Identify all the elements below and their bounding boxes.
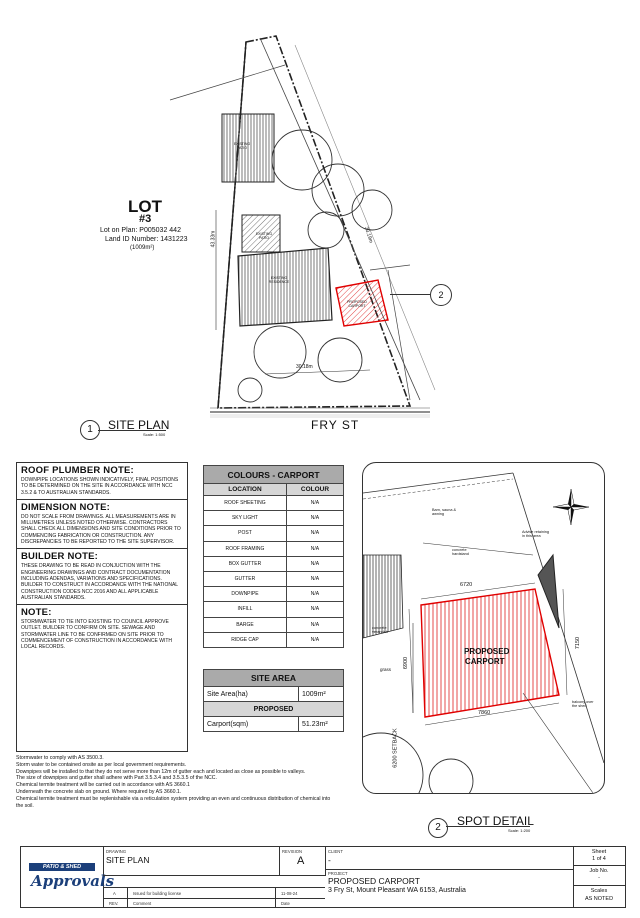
jobno-label: Job No. — [589, 868, 609, 874]
north-arrow-icon — [551, 487, 591, 527]
label-existing-patio-2: EXISTING PATIO — [255, 232, 273, 240]
colour-cell: N/A — [286, 511, 343, 526]
logo-banner — [29, 863, 95, 871]
tree — [254, 326, 306, 378]
location-cell: POST — [204, 526, 287, 541]
bottom-note: Chemical termite treatment must be replenishable via a reticulation system providing an even and continuous distribution of chemical into the soil. — [16, 795, 331, 809]
note-text-stormwater: STORMWATER TO TIE INTO EXISTING TO COUNCIL APPROVE OUTLET. BUILDER TO CONFIRM ON SITE. SEWAGE AND STORMWATER LINE TO BE CONFIRMED ON SITE PRIOR TO COMMENCEMENT OF CONSTRUCTION IN ACCORDANCE WITH LOCAL RECORDS. — [21, 619, 173, 651]
sheet-label: Sheet — [591, 849, 607, 855]
colour-cell: N/A — [286, 571, 343, 586]
lot-number: #3 — [139, 213, 152, 225]
table-row — [204, 632, 344, 647]
date-col-label: Date — [281, 901, 290, 906]
dim-side: 43.33m — [210, 230, 217, 248]
location-cell: ROOF SHEETING — [204, 496, 287, 511]
table-row — [204, 511, 344, 526]
lot-area: (1009m²) — [130, 245, 155, 251]
site-area-title: SITE AREA — [204, 670, 344, 687]
spot-setback: 6200 SETBACK — [392, 728, 399, 768]
table-row — [204, 587, 344, 602]
table-row — [204, 526, 344, 541]
spot-dim-left: 6900 — [403, 656, 410, 670]
note-text-builder: THESE DRAWING TO BE READ IN CONJUCTION WITH THE ENGINEERING DRAWINGS AND CONTRACT DOCUMENTATION INCLUDING ADENDAS, VARIATIONS AND SPECIFICATIONS. BUILDER TO CONSTRUCT IN ACCORDANCE WITH THE NATIONAL CONSTRUCTION CODES NCC 2016 AND ALL APPLICABLE AUSTRALIAN STANDARDS. — [21, 563, 178, 601]
location-cell: GUTTER — [204, 571, 287, 586]
colour-cell: N/A — [286, 541, 343, 556]
location-cell: INFILL — [204, 602, 287, 617]
spot-label-proposed: PROPOSED — [464, 647, 510, 656]
existing-residence — [238, 248, 332, 326]
drawing-name: SITE PLAN — [106, 855, 150, 865]
spot-dim-bottom: 7860 — [478, 710, 491, 716]
jobno-value: - — [598, 875, 600, 881]
site-area-label: Site Area(ha) — [204, 687, 299, 702]
tree — [308, 212, 344, 248]
location-cell: BOX GUTTER — [204, 556, 287, 571]
tree — [318, 338, 362, 382]
site-area-value: 1009m² — [299, 687, 344, 702]
label-proposed-carport: PROPOSED CARPORT — [347, 300, 367, 308]
tree — [238, 378, 262, 402]
spot-existing-shade: Barn, sauna & awning — [432, 508, 457, 516]
sheet-value: 1 of 4 — [592, 856, 606, 862]
colour-cell: N/A — [286, 496, 343, 511]
tree — [272, 130, 332, 190]
revision-value: A — [297, 855, 305, 867]
site-plan-title: SITE PLAN — [108, 418, 170, 432]
rev-row-rev: A — [113, 891, 116, 896]
project-address: 3 Fry St, Mount Pleasant WA 6153, Australia — [328, 887, 466, 894]
site-plan-title-underline — [98, 430, 166, 431]
logo-script: Approvals — [31, 872, 115, 890]
colour-cell: N/A — [286, 526, 343, 541]
callout-line — [390, 294, 430, 295]
client-value: - — [328, 855, 331, 865]
callout-2-number: 2 — [438, 290, 444, 300]
project-label: PROJECT — [328, 871, 348, 876]
tree — [352, 190, 392, 230]
colours-col-location: LOCATION — [204, 484, 287, 496]
spot-balcony: balcony over the shed — [572, 700, 594, 708]
note-text-dimension: DO NOT SCALE FROM DRAWINGS. ALL MEASUREMENTS ARE IN MILLIMETRES UNLESS NOTED OTHERWISE. CONTRACTORS SHALL CHECK ALL DIMENSIONS AND SITE CONDITIONS PRIOR TO COMMENCING FABRICATION OR CONSTRUCTION. ANY DISCREPANCIES TO BE REPORTED TO THE SITE SUPERVISOR. — [21, 513, 181, 546]
location-cell: BARGE — [204, 617, 287, 632]
rev-col-label: REV. — [109, 901, 119, 906]
note-text-roof: DOWNPIPE LOCATIONS SHOWN INDICATIVELY, FINAL POSITIONS TO BE DETERMINED ON THE SITE IN ACCORDANCE WITH NCC 3.5.2 & TO AUSTRALIAN STANDARDS. — [21, 477, 179, 496]
comment-col-label: Comment — [133, 901, 152, 906]
table-row — [204, 602, 344, 617]
street-name: FRY ST — [311, 418, 360, 432]
colour-cell: N/A — [286, 556, 343, 571]
bottom-note: Underneath the concrete slab on ground. Where required by AS 3660.1. — [16, 788, 182, 795]
spot-existing-fence: Advise retaining in this area — [522, 530, 550, 538]
spot-label-carport: CARPORT — [465, 657, 505, 666]
colour-cell: N/A — [286, 632, 343, 647]
notes-panel — [16, 462, 188, 752]
dim-frontage: 30.18m — [296, 364, 313, 370]
spot-dim-width: 6720 — [460, 582, 473, 588]
label-existing-patio-1: EXISTING PATIO — [233, 142, 251, 150]
spot-detail-title: SPOT DETAIL — [457, 814, 534, 828]
site-plan-title-marker — [80, 420, 100, 440]
lot-plan: Lot on Plan: P005032 442 — [100, 227, 181, 234]
scales-label: Scales — [590, 888, 608, 894]
project-name: PROPOSED CARPORT — [328, 876, 420, 886]
bottom-note: Storm water to be contained onsite as per local government requirements. — [16, 761, 187, 768]
bottom-note: Stormwater to comply with AS 3500.3. — [16, 755, 104, 761]
location-cell: ROOF FRAMING — [204, 541, 287, 556]
colours-title: COLOURS - CARPORT — [204, 466, 344, 484]
bottom-note: Downpipes will be installed to that they do not serve more than 12m of gutter each and located as close as possible to valleys. — [16, 768, 306, 775]
lot-title: LOT — [128, 197, 162, 216]
colours-table — [203, 465, 344, 648]
spot-dim-right: 7150 — [575, 636, 582, 650]
scales-value: AS NOTED — [584, 896, 614, 902]
site-plan-scale: Scale: 1:500 — [143, 432, 166, 437]
carport-area-value: 51.23m² — [299, 717, 344, 732]
note-title-dimension: DIMENSION NOTE: — [21, 501, 111, 513]
rev-row-date: 11-08-24 — [281, 891, 298, 896]
bottom-note: The size of downpipes and gutter shall adhere with Part 3.5.3.4 and 3.5.3.5 of the NCC. — [16, 775, 217, 782]
label-existing-residence: EXISTING RESIDENCE — [268, 276, 290, 284]
table-row — [204, 556, 344, 571]
spot-concrete-hardstand: concrete hardstand — [452, 548, 469, 556]
note-title-roof: ROOF PLUMBER NOTE: — [21, 465, 134, 476]
callout-2 — [430, 284, 452, 306]
colour-cell: N/A — [286, 602, 343, 617]
location-cell: RIDGE CAP — [204, 632, 287, 647]
land-id: Land ID Number: 1431223 — [105, 236, 188, 243]
drawing-label: DRAWING — [106, 849, 127, 854]
bottom-notes — [16, 755, 338, 809]
location-cell: SKY LIGHT — [204, 511, 287, 526]
proposed-title: PROPOSED — [204, 702, 344, 717]
dim-side2: 33.19m — [362, 226, 374, 244]
table-row — [204, 617, 344, 632]
note-title-stormwater: NOTE: — [21, 607, 52, 619]
revision-label: REVISION — [282, 849, 303, 854]
colour-cell: N/A — [286, 617, 343, 632]
bottom-note: Chemical termite treatment will be carried out in accordance with AS 3660.1 — [16, 782, 190, 789]
spot-grass: grass — [380, 667, 392, 672]
title-block — [20, 846, 626, 908]
colour-cell: N/A — [286, 587, 343, 602]
location-cell: DOWNPIPE — [204, 587, 287, 602]
client-label: CLIENT — [328, 849, 343, 854]
spot-detail-title-underline — [446, 826, 530, 827]
carport-area-label: Carport(sqm) — [204, 717, 299, 732]
rev-row-comment: Issued for building license — [133, 891, 182, 896]
note-title-builder: BUILDER NOTE: — [21, 551, 99, 563]
colours-col-colour: COLOUR — [286, 484, 343, 496]
table-row — [204, 571, 344, 586]
table-row — [204, 496, 344, 511]
site-plan-title-number: 1 — [87, 424, 93, 435]
spot-detail-title-number: 2 — [435, 822, 441, 833]
spot-detail-title-marker — [428, 818, 448, 838]
logo-line1: PATIO & SHED — [42, 864, 82, 870]
table-row — [204, 541, 344, 556]
site-area-table — [203, 669, 344, 732]
spot-detail-scale: Scale: 1:200 — [508, 828, 531, 833]
spot-concrete-verandah: concrete verandah — [372, 626, 388, 634]
